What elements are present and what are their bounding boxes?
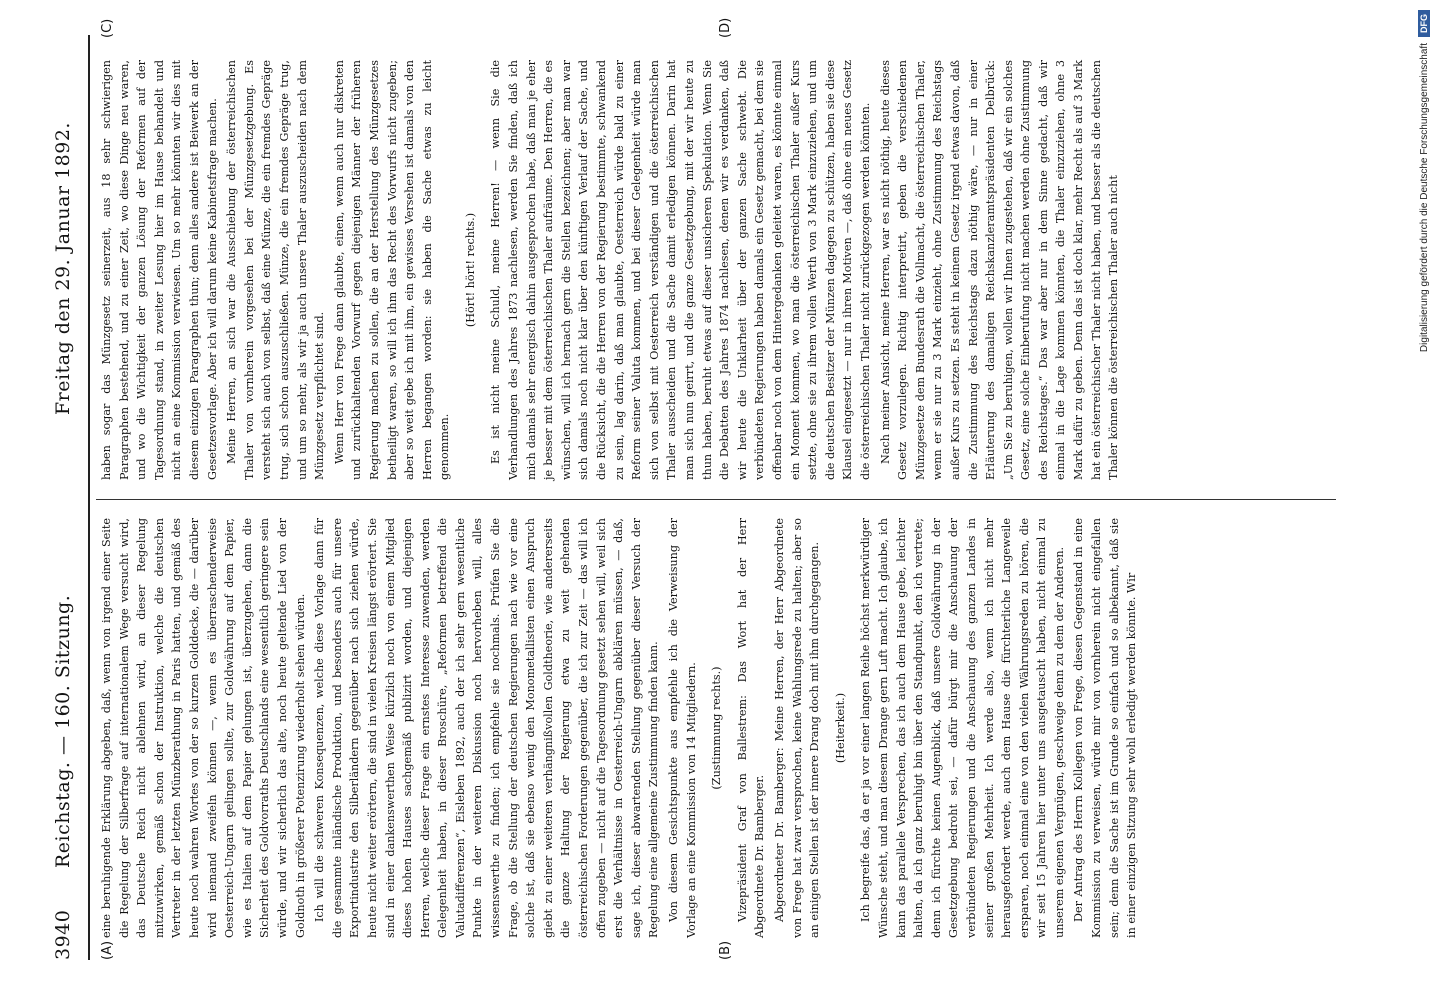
right-column-paragraph: Es ist nicht meine Schuld, meine Herren! — wenn Sie die Verhandlungen des Jahres 1873 nachlesen, werden Sie finden, daß ich mich damals sehr energisch dahin ausgesprochen habe, daß man je eher je besser mit dem österreichischen Thaler aufräume. Den Herren, die es wünschen, will ich hernach gern die Stellen bezeichnen; aber man war sich damals noch nicht klar über den künftigen Verlauf der Sache, und die Rücksicht, die die Herren von der Regierung bestimmte, schwankend zu sein, lag darin, daß man glaubte, Oesterreich würde bald zu einer Reform seiner Valuta kommen, und bei dieser Gelegenheit würde man sich von selbst mit Oesterreich verständigen und die österreichischen Thaler ausscheiden und die Sache damit erledigen können. Darin hat man sich nun geirrt, und die ganze Gesetzgebung, mit der wir heute zu thun haben, beruht etwas auf dieser unsicheren Spekulation. Wenn Sie die Debatten des Jahres 1874 nachlesen, denen wir es verdanken, daß wir heute die Unklarheit über der ganzen Sache schwebt. Die verbündeten Regierungen haben damals ein Gesetz gemacht, bei dem sie offenbar noch von dem Hintergedanken geleitet waren, es könnte einmal ein Moment kommen, wo man die österreichischen Thaler außer Kurs setzte, ohne sie zu ihrem vollen Werth von 3 Mark einzuziehen, und um die deutschen Besitzer der Münzen dagegen zu schützen, haben sie diese Klausel eingesetzt — nur in ihren Motiven —, daß ohne ein neues Gesetz die österreichischen Thaler nicht zurückgezogen werden könnten. (489, 60, 872, 480)
right-column-paragraph: Wenn Herr von Frege dann glaubte, einen, wenn auch nur diskreten und zurückhaltenden Vorwurf gegen diejenigen Männer der früheren Regierung machen zu sollen, die an der Herstellung des Münzgesetzes betheiligt waren, so will ich ihm das Recht des Vorwurfs nicht zugeben; aber so weit gebe ich mit ihm, ein gewisses Versehen ist damals von den Herren begangen worden: sie haben die Sache etwas zu leicht genommen. (332, 60, 452, 480)
left-column-paragraph: eine beruhigende Erklärung abgeben, daß, wenn von irgend einer Seite die Regelung der Silberfrage auf internationalem Wege versucht wird, das Deutsche Reich nicht ablehnen wird, an dieser Regelung mitzuwirken, gemäß schon der Instruktion, welche die deutschen Vertreter in der letzten Münzberathung in Paris hatten, und gemäß des heute noch wahren Wortes von der so kurzen Golddecke, die — darüber wird niemand zweifeln können —, wenn es überraschenderweise Oesterreich-Ungarn gelingen sollte, zur Goldwährung auf dem Papier, wie es Italien auf dem Papier gelungen ist, überzugehen, dann die Sicherheit des Goldvorraths Deutschlands eine wesentlich geringere sein würde, und wir sicherlich das alte, noch heute geltende Lied von der Goldnoth in größerer Potenzirung wiederholt sehen würden. (100, 518, 307, 938)
column-divider (96, 499, 1336, 500)
left-column-paragraph: Abgeordneter Dr. Bamberger: Meine Herren, der Herr Abgeordnete von Frege hat zwar versprochen, keine Wahlungsrede zu halten; aber so an einigen Stellen ist der innere Drang doch mit ihm durchgegangen. (772, 518, 822, 938)
left-column-paragraph: Vizepräsident Graf von Ballestrem: Das Wort hat der Herr Abgeordnete Dr. Bamberger. (735, 518, 767, 938)
right-column-paragraph: (Hört! hört! rechts.) (463, 212, 477, 328)
right-column (98, 60, 1125, 480)
session-title: Reichstag. — 160. Sitzung. (52, 594, 74, 868)
left-column (98, 518, 1143, 938)
left-column-paragraph: Ich begreife das, da er ja vor einer langen Reihe höchst merkwürdiger Wünsche steht, und man diesem Drange gern Luft macht. Ich glaube, ich kann das parallele Versprechen, das ich auch dem Hause gebe, leichter halten, da ich ganz beruhigt bin über den Standpunkt, den ich vertrete; denn ich fürchte keinen Augenblick, daß unsere Goldwährung in der Gesetzgebung bedroht sei, — dafür bürgt mir die Anschauung der verbündeten Regierungen und die Anschauung des ganzen Landes in seiner großen Mehrheit. Ich werde also, wenn ich nicht mehr herausgefordert werde, auch dem Hause die fürchterliche Langeweile ersparen, noch einmal eine von den vielen Währungsreden zu hören, die wir seit 15 Jahren hier unter uns ausgetauscht haben, nicht einmal zu unserem eigenen Vergnügen, geschweige denn zu dem der Anderen. (859, 518, 1066, 938)
left-column-paragraph: Der Antrag des Herrn Kollegen von Frege, diesen Gegenstand in eine Kommission zu verweisen, würde mir von vornherein nicht eingefallen sein; denn die Sache ist im Grunde so einfach und so albekannt, daß sie in einer einzigen Sitzung sehr wohl erledigt werden könnte. Wir (1072, 518, 1139, 938)
page-number: 3940 (52, 909, 74, 960)
right-column-paragraph: Nach meiner Ansicht, meine Herren, war es nicht nöthig, heute dieses Gesetz vorzulegen. Richtig interpretirt, geben die verschiedenen Münzgesetze dem Bundesrath die Vollmacht, die österreichischen Thaler, wenn er sie nur zu 3 Mark einzieht, ohne Zustimmung des Reichstags außer Kurs zu setzen. Es steht in keinem Gesetz irgend etwas davon, daß die Zustimmung des Reichstags dazu nöthig wäre, — nur in einer Erläuterung des damaligen Reichskanzleramtspräsidenten Delbrück: „Um Sie zu beruhigen, wollen wir Ihnen zugestehen, daß wir ein solches Gesetz, eine solche Einberufung nicht machen werden ohne Zustimmung des Reichstages.“ Das war aber nur in dem Sinne gedacht, daß wir einmal in die Lage kommen könnten, die Thaler einzuziehen, ohne 3 Mark dafür zu geben. Denn das ist doch klar, mehr Recht als auf 3 Mark hat ein österreichischer Thaler nicht haben, und besser als die deutschen Thaler können die österreichischen Thaler auch nicht (878, 60, 1121, 480)
header-date: Freitag den 29. Januar 1892. (52, 122, 74, 415)
left-column-paragraph: (Heiterkeit.) (833, 692, 847, 764)
dfg-logo: DFG (1418, 10, 1430, 37)
margin-marker-d: (D) (718, 17, 733, 38)
margin-marker-b: (B) (718, 940, 733, 960)
running-header (52, 35, 82, 960)
margin-marker-a: (A) (100, 940, 115, 960)
header-rule (88, 35, 90, 960)
right-column-paragraph: Meine Herren, an sich war die Ausschiebung der österreichischen Thaler von vornherein vorgesehen bei der Münzgesetzgebung. Es versteht sich auch von selbst, daß eine Münze, die ein fremdes Gepräge trug, sich schon auszuschließen. Münze, die ein fremdes Gepräge trug, und um so mehr, als wir ja auch unsere Thaler auszuscheiden nach dem Münzgesetz verpflichtet sind. (225, 60, 327, 480)
left-column-paragraph: Von diesem Gesichtspunkte aus empfehle ich die Verweisung der Vorlage an eine Kommission von 14 Mitgliedern. (667, 518, 698, 938)
margin-marker-c: (C) (100, 18, 115, 38)
left-column-paragraph: Ich will die schweren Konsequenzen, welche diese Vorlage dann für die gesammte inländische Produktion, und besonders auch für unsere Exportindustrie den Silberländern gegenüber nach sich ziehen würde, heute nicht weiter erörtern, die sind in vielen Kreisen längst erörtert. Sie sind in einer dankenswerthen Weise kürzlich noch von einem Mitglied dieses hohen Hauses sachgemäß publizirt worden, und diejenigen Herren, welche dieser Frage ein ernstes Interesse zuwenden, werden Gelegenheit haben, in dieser Broschüre, „Reformen betreffend die Valutadifferenzen“, Eisleben 1892, auch der ich sehr gern wesentliche Punkte in der weiteren Diskussion noch hervorheben will, alles wissenswerthe zu finden; ich empfehle sie nochmals. Prüfen Sie die Frage, ob die Stellung der deutschen Regierungen nach wie vor eine solche ist, daß sie ebenso wenig den Monometallisten einen Anspruch giebt zu einer weiteren verhängnißvollen Goldtheorie, wie andererseits die ganze Haltung der Regierung etwa zu weit gehenden österreichischen Forderungen gegenüber, die ich zur Zeit — das will ich offen zugeben — nicht auf die Tagesordnung gesetzt sehen will, weil sich erst die Verhältnisse in Oesterreich-Ungarn abklären müssen, — daß, sage ich, dieser abwartenden Stellung gegenüber dieser Versuch der Regelung eine allgemeine Zustimmung finden kann. (313, 518, 661, 938)
right-column-paragraph: haben sogar das Münzgesetz seinerzeit, aus 18 sehr schwierigen Paragraphen bestehend, und zu einer Zeit, wo diese Dinge neu waren, und wo die Wichtigkeit der ganzen Lösung der Reformen auf der Tagesordnung stand, in zweiter Lesung hier im Hause behandelt und nicht an eine Kommission verwiesen. Um so mehr könnten wir dies mit diesem einzigen Paragraphen thun; denn alles andere ist Beiwerk an der Gesetzesvorlage. Aber ich will darum keine Kabinetsfrage machen. (100, 60, 219, 480)
left-column-paragraph: (Zustimmung rechts.) (710, 666, 724, 790)
digitization-credit (1416, 10, 1430, 990)
credit-text: Digitalisierung gefördert durch die Deutsche Forschungsgemeinschaft (1419, 43, 1430, 353)
